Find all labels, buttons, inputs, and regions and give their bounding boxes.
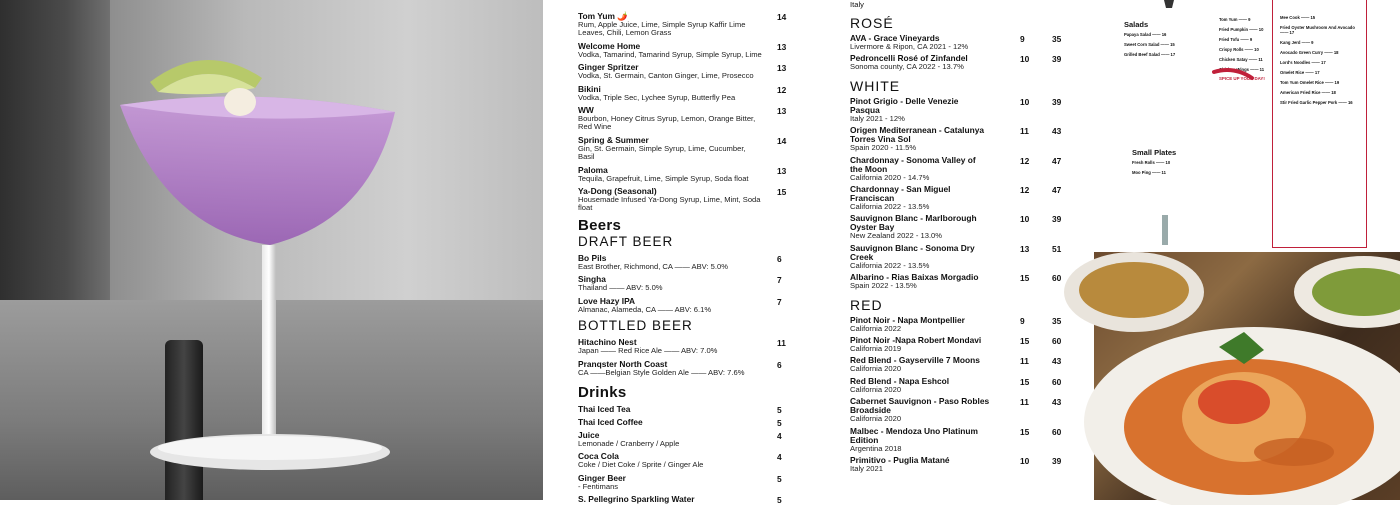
menu-item-name: AVA - Grace Vineyards <box>850 33 940 43</box>
menu-item <box>578 166 793 183</box>
cocktail-beer-drinks-menu <box>578 8 793 505</box>
draft-beer-heading: DRAFT BEER <box>578 233 674 249</box>
menu-item-price: 4 <box>777 452 782 463</box>
menu-item-description: Italy 2021 <box>850 464 883 474</box>
menu-item <box>578 495 793 504</box>
menu-item-description: Sonoma county, CA 2022 - 13.7% <box>850 62 964 72</box>
menu-item <box>850 126 1065 152</box>
menu-item-price: 13 <box>777 41 787 52</box>
menu-item <box>850 273 1065 290</box>
glass-price: 11 <box>1020 356 1029 367</box>
menu-item <box>850 214 1065 240</box>
menu-item <box>578 418 793 427</box>
menu-item-name: Bo Pils <box>578 252 607 263</box>
menu-item <box>578 187 793 213</box>
menu-item-price: 5 <box>777 473 782 484</box>
small-plates-list <box>1132 160 1192 175</box>
glass-price: 11 <box>1020 397 1029 408</box>
glass-price: 15 <box>1020 336 1030 347</box>
menu-item <box>850 34 1065 51</box>
menu-item-description: CA ——Belgian Style Golden Ale —— ABV: 7.6% <box>578 367 745 377</box>
menu-item-description: Spain 2022 - 13.5% <box>850 281 917 291</box>
bottle-price: 47 <box>1052 185 1062 196</box>
menu-item <box>850 97 1065 123</box>
bottle-price: 60 <box>1052 376 1062 387</box>
menu-item-name: Welcome Home <box>578 40 641 51</box>
menu-item-name: Albarino - Rias Baixas Morgadio <box>850 272 979 283</box>
menu-item-description: Japan —— Red Rice Ale —— ABV: 7.0% <box>578 346 718 356</box>
menu-item-name: Coca Cola <box>578 451 619 462</box>
rose-wine-list <box>850 34 1065 72</box>
menu-item-name: Tom Yum 🌶️ <box>578 11 628 21</box>
menu-item <box>578 431 793 448</box>
menu-item <box>578 42 793 59</box>
draft-beer-list <box>578 254 793 314</box>
food-menu-item: Fried Pumpkin —— 10 <box>1219 27 1264 32</box>
menu-item-description: Housemade Infused Ya-Dong Syrup, Lime, Mint, Soda float <box>578 195 761 213</box>
menu-item <box>578 254 793 271</box>
menu-item-description: California 2022 - 13.5% <box>850 202 930 212</box>
food-menu-item: Stir Fried Garlic Pepper Pork —— 16 <box>1280 100 1353 105</box>
wine-menu <box>850 0 1065 500</box>
menu-item-name: Pinot Noir -Napa Robert Mondavi <box>850 335 982 346</box>
bottle-price: 47 <box>1052 155 1062 166</box>
salad-item: Grilled Beef Salad —— 17 <box>1124 52 1176 57</box>
menu-item <box>850 427 1065 453</box>
salad-item: Sweet Corn Salad —— 15 <box>1124 42 1175 47</box>
menu-item-description: Almanac, Alameda, CA —— ABV: 6.1% <box>578 304 712 314</box>
small-plate-item: Moo Ping —— 11 <box>1132 170 1166 175</box>
menu-item-name: Pranqster North Coast <box>578 358 668 369</box>
salad-item: Papaya Salad —— 16 <box>1124 32 1167 37</box>
spice-up-text: SPICE UP YOUR DAY! <box>1219 76 1265 81</box>
menu-item <box>578 297 793 314</box>
menu-item <box>850 156 1065 182</box>
bottle-price: 51 <box>1052 243 1062 254</box>
middle-items-list <box>1219 17 1277 72</box>
menu-item-description: Vodka, St. Germain, Canton Ginger, Lime, Prosecco <box>578 71 754 81</box>
menu-item-name: Malbec - Mendoza Uno Platinum Edition <box>850 425 978 445</box>
menu-item-description: California 2022 - 13.5% <box>850 260 930 270</box>
beers-heading: Beers <box>578 216 622 234</box>
menu-item-description: Argentina 2018 <box>850 443 902 453</box>
menu-item-description: - Fentimans <box>578 481 619 491</box>
menu-item <box>578 106 793 132</box>
bottle-price: 39 <box>1052 456 1062 467</box>
menu-item-name: S. Pellegrino Sparkling Water <box>578 494 695 505</box>
menu-item-price: 7 <box>777 275 782 286</box>
menu-item <box>578 452 793 469</box>
bottle-price: 35 <box>1052 315 1062 326</box>
menu-item-name: Love Hazy IPA <box>578 295 636 306</box>
menu-item-name: Pinot Grigio - Delle Venezie Pasqua <box>850 95 959 115</box>
menu-item <box>578 405 793 414</box>
cocktail-glass-illustration <box>0 0 543 500</box>
menu-item <box>578 12 793 38</box>
menu-item <box>850 54 1065 71</box>
menu-item-description: East Brother, Richmond, CA —— ABV: 5.0% <box>578 261 728 271</box>
glass-price: 10 <box>1020 214 1030 225</box>
food-menu-item: Fried Oyster Mushroom And Avocado —— 17 <box>1280 25 1355 35</box>
menu-item <box>578 338 793 355</box>
menu-item-name: Ya-Dong (Seasonal) <box>578 186 657 197</box>
menu-item-description: Tequila, Grapefruit, Lime, Simple Syrup, Soda float <box>578 173 749 183</box>
menu-item-name: Paloma <box>578 164 608 175</box>
menu-item-price: 12 <box>777 84 787 95</box>
menu-item-price: 4 <box>777 430 782 441</box>
food-menu-item: Avocado Green Curry —— 18 <box>1280 50 1339 55</box>
menu-item-description: Bourbon, Honey Citrus Syrup, Lemon, Orange Bitter, Red Wine <box>578 114 756 132</box>
glass-price: 12 <box>1020 185 1030 196</box>
salads-heading: Salads <box>1124 20 1149 29</box>
glass-price: 9 <box>1020 315 1025 326</box>
red-heading: RED <box>850 296 883 313</box>
menu-item-description: California 2020 <box>850 384 902 394</box>
drinks-heading: Drinks <box>578 383 627 401</box>
menu-item-description: Rum, Apple Juice, Lime, Simple Syrup Kaffir Lime Leaves, Chili, Lemon Grass <box>578 20 746 38</box>
food-menu-item: Fried Tofu —— 9 <box>1219 37 1253 42</box>
small-plates-section <box>1132 150 1192 175</box>
menu-item-description: Spain 2020 - 11.5% <box>850 143 917 153</box>
menu-item-description: California 2020 - 14.7% <box>850 172 930 182</box>
bottle-price: 43 <box>1052 397 1062 408</box>
bottle-price: 39 <box>1052 96 1062 107</box>
food-menu-item: Tom Yum Omelet Rice —— 19 <box>1280 80 1340 85</box>
food-menu-item: Chicken Wings —— 11 <box>1219 67 1265 72</box>
drinks-list <box>578 405 793 504</box>
menu-item <box>578 85 793 102</box>
bottle-icon <box>1162 215 1168 245</box>
menu-item-price: 13 <box>777 106 787 117</box>
menu-item-name: Singha <box>578 274 606 285</box>
menu-item-name: Cabernet Sauvignon - Paso Robles Broadside <box>850 396 990 416</box>
white-wine-list <box>850 97 1065 291</box>
menu-item-description: Thailand —— ABV: 5.0% <box>578 283 663 293</box>
menu-item-description: Italy 2021 - 12% <box>850 113 905 123</box>
menu-item-name: WW <box>578 105 594 116</box>
menu-item <box>850 377 1065 394</box>
menu-item-description: Lemonade / Cranberry / Apple <box>578 438 680 448</box>
menu-item-name: Red Blend - Gayserville 7 Moons <box>850 355 980 366</box>
glass-price: 10 <box>1020 96 1030 107</box>
menu-item-name: Chardonnay - San Miguel Franciscan <box>850 184 951 204</box>
food-menu-item: Omelet Rice —— 17 <box>1280 70 1320 75</box>
food-menu-image <box>1094 0 1400 250</box>
glass-price: 9 <box>1020 34 1025 44</box>
menu-item-description: Coke / Diet Coke / Sprite / Ginger Ale <box>578 460 704 470</box>
rose-heading: ROSÉ <box>850 15 894 31</box>
menu-item-name: Chardonnay - Sonoma Valley of the Moon <box>850 154 976 174</box>
menu-item-name: Juice <box>578 429 600 440</box>
bottle-price: 39 <box>1052 54 1062 65</box>
menu-item-price: 11 <box>777 338 786 349</box>
white-heading: WHITE <box>850 77 901 94</box>
menu-item-name: Red Blend - Napa Eshcol <box>850 375 950 386</box>
menu-item-description: California 2022 <box>850 323 902 333</box>
food-menu-item: American Fried Rice —— 18 <box>1280 90 1336 95</box>
cocktail-list <box>578 12 793 213</box>
food-menu-item: Crispy Rolls —— 10 <box>1219 47 1259 52</box>
menu-item <box>850 356 1065 373</box>
menu-item-price: 13 <box>777 63 787 74</box>
menu-item-name: Spring & Summer <box>578 134 649 145</box>
menu-item <box>578 474 793 491</box>
food-menu-item: Tom Yum —— 9 <box>1219 17 1251 22</box>
small-plates-heading: Small Plates <box>1132 148 1177 157</box>
menu-item-description: Vodka, Triple Sec, Lychee Syrup, Butterfly Pea <box>578 92 736 102</box>
menu-item <box>850 397 1065 423</box>
bottle-price: 39 <box>1052 214 1062 225</box>
glass-price: 13 <box>1020 243 1030 254</box>
salads-section <box>1124 22 1184 57</box>
previous-item-tail: Italy <box>850 0 864 9</box>
food-menu-item: Lord's Noodles —— 17 <box>1280 60 1326 65</box>
menu-item <box>850 185 1065 211</box>
bottle-price: 60 <box>1052 273 1062 284</box>
menu-item-name: Bikini <box>578 83 601 94</box>
menu-item-name: Origen Mediterranean - Catalunya Torres Vina Sol <box>850 125 985 145</box>
menu-item-price: 14 <box>777 12 787 22</box>
menu-item-price: 6 <box>777 253 782 264</box>
bottled-beer-heading: BOTTLED BEER <box>578 318 693 334</box>
menu-item <box>850 244 1065 270</box>
glass-price: 15 <box>1020 376 1030 387</box>
menu-item-name: Thai Iced Coffee <box>578 416 643 427</box>
menu-item <box>578 360 793 377</box>
menu-item <box>850 456 1065 473</box>
menu-item-price: 13 <box>777 165 787 176</box>
right-menu-section <box>1280 10 1362 105</box>
bottle-price: 35 <box>1052 34 1062 44</box>
food-menu-item: Kang Jerd —— 9 <box>1280 40 1314 45</box>
middle-menu-section <box>1219 12 1277 81</box>
glass-price: 10 <box>1020 456 1030 467</box>
menu-item-name: Thai Iced Tea <box>578 403 631 414</box>
cocktail-photo <box>0 0 543 500</box>
bottle-price: 43 <box>1052 356 1062 367</box>
small-plate-item: Fresh Rolls —— 10 <box>1132 160 1171 165</box>
bottle-price: 60 <box>1052 336 1062 347</box>
menu-item-price: 7 <box>777 296 782 307</box>
menu-item-name: Pedroncelli Rosé of Zinfandel <box>850 53 968 64</box>
dish-illustration <box>1094 252 1400 500</box>
bottled-beer-list <box>578 338 793 377</box>
bowl-icon <box>1164 0 1174 8</box>
menu-item-description: California 2020 <box>850 414 902 424</box>
menu-item-description: California 2020 <box>850 364 902 374</box>
menu-item-name: Ginger Beer <box>578 472 626 483</box>
glass-price: 15 <box>1020 273 1030 284</box>
glass-price: 15 <box>1020 426 1030 437</box>
right-items-list <box>1280 15 1362 105</box>
glass-price: 10 <box>1020 54 1030 65</box>
menu-item-name: Ginger Spritzer <box>578 62 639 73</box>
menu-item-price: 5 <box>777 417 782 428</box>
red-wine-list <box>850 316 1065 474</box>
menu-item-description: Gin, St. Germain, Simple Syrup, Lime, Cucumber, Basil <box>578 143 746 162</box>
bottle-price: 60 <box>1052 426 1062 437</box>
glass-price: 11 <box>1020 126 1029 137</box>
menu-item <box>578 136 793 162</box>
menu-item-description: Vodka, Tamarind, Tamarind Syrup, Simple Syrup, Lime <box>578 49 762 59</box>
bottle-price: 43 <box>1052 126 1062 137</box>
menu-item <box>850 336 1065 353</box>
menu-item-name: Pinot Noir - Napa Montpellier <box>850 314 965 325</box>
menu-item <box>578 275 793 292</box>
food-menu-item: Chicken Satay —— 11 <box>1219 57 1263 62</box>
menu-item-name: Primitivo - Puglia Matané <box>850 455 950 466</box>
menu-item-name: Hitachino Nest <box>578 337 637 348</box>
menu-item-price: 5 <box>777 404 782 415</box>
menu-item-price: 6 <box>777 359 782 370</box>
menu-item-price: 15 <box>777 187 787 198</box>
menu-item-name: Sauvignon Blanc - Marlborough Oyster Bay <box>850 213 977 233</box>
salads-list <box>1124 32 1184 57</box>
glass-price: 12 <box>1020 155 1030 166</box>
food-photo <box>1094 252 1400 500</box>
menu-item-description: Livermore & Ripon, CA 2021 - 12% <box>850 42 969 51</box>
menu-item-price: 5 <box>777 495 782 505</box>
menu-item <box>578 63 793 80</box>
menu-item <box>850 316 1065 333</box>
menu-item-description: New Zealand 2022 - 13.0% <box>850 231 943 241</box>
menu-item-price: 14 <box>777 135 787 146</box>
menu-item-description: California 2019 <box>850 344 902 354</box>
menu-item-name: Sauvignon Blanc - Sonoma Dry Creek <box>850 242 975 262</box>
food-menu-item: Mee Cook —— 15 <box>1280 15 1316 20</box>
